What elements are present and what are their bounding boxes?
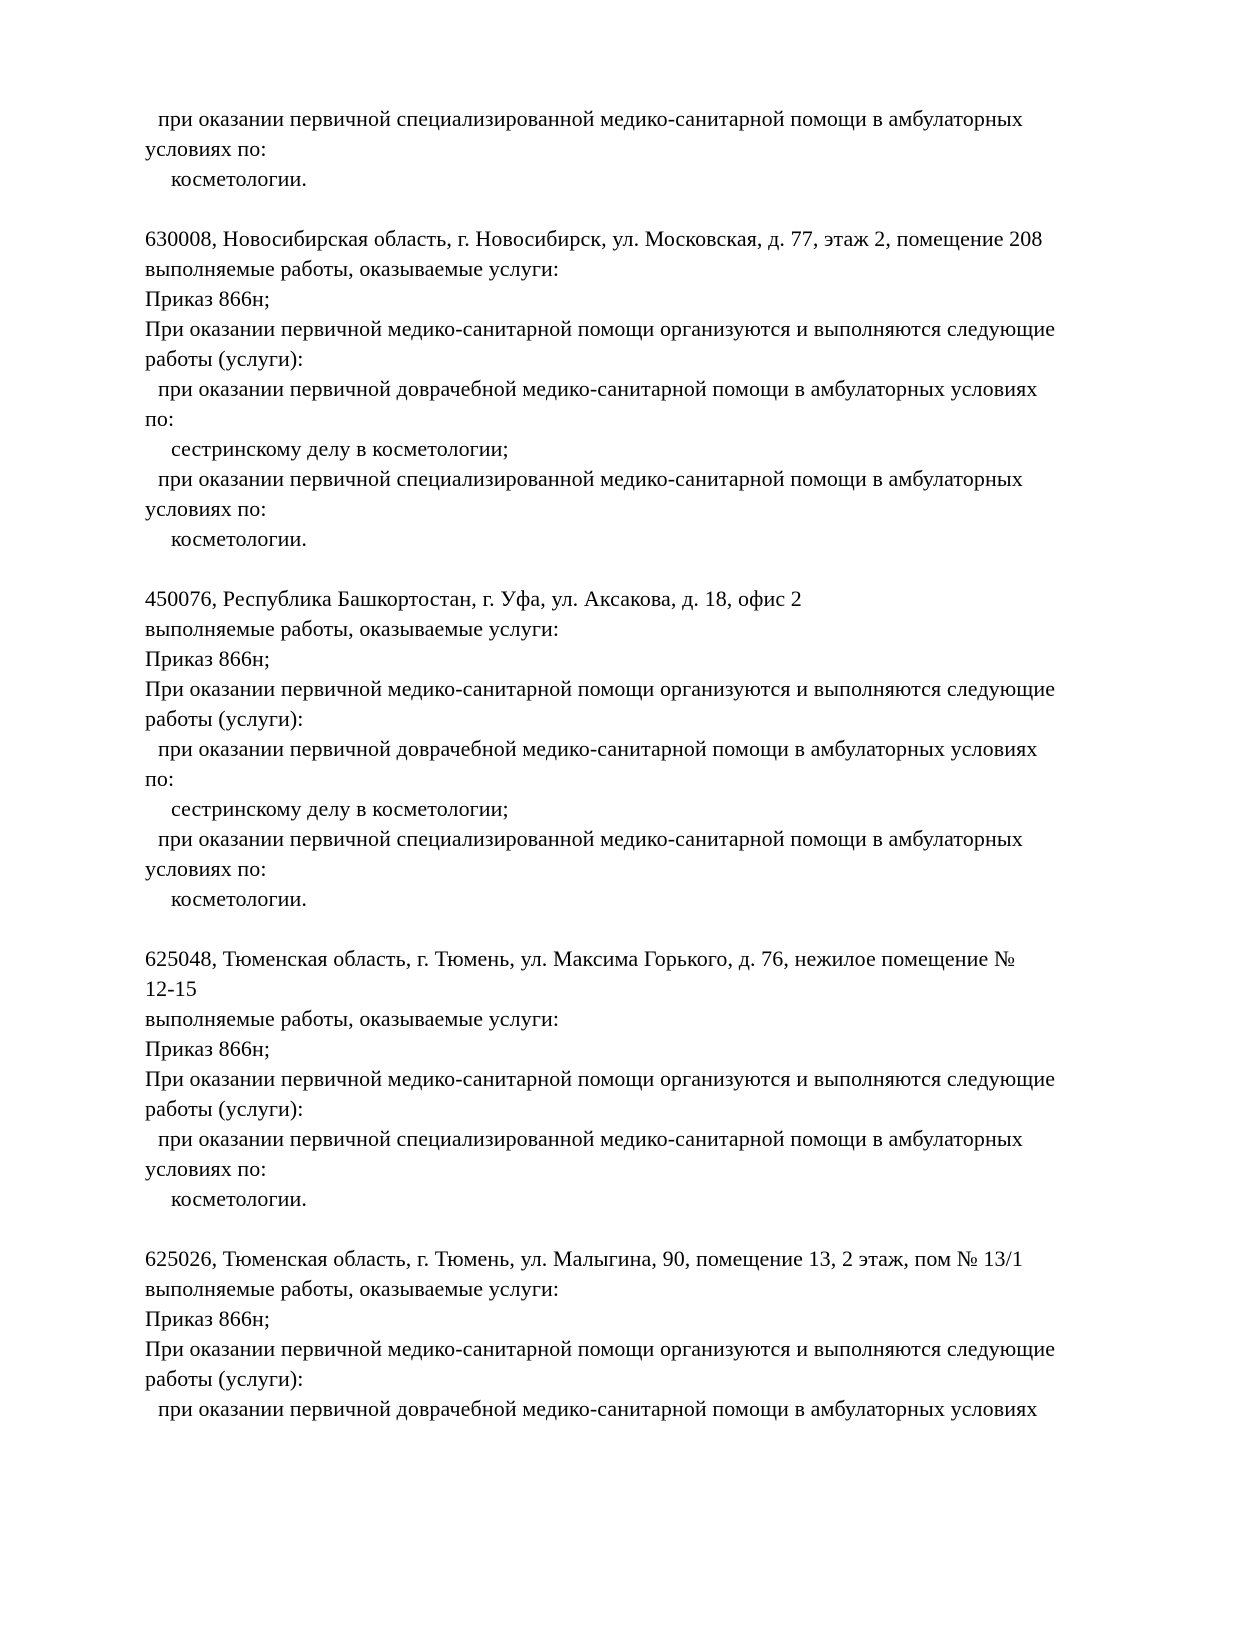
document-line: сестринскому делу в косметологии;	[171, 436, 509, 461]
document-line: 630008, Новосибирская область, г. Новосибирск, ул. Московская, д. 77, этаж 2, помещение 208	[145, 226, 1043, 251]
document-line: 450076, Республика Башкортостан, г. Уфа, ул. Аксакова, д. 18, офис 2	[145, 586, 802, 611]
document-line: при оказании первичной специализированной медико-санитарной помощи в амбулаторных	[158, 826, 1023, 851]
document-line: При оказании первичной медико-санитарной помощи организуются и выполняются следующие	[145, 316, 1056, 341]
document-line: 625048, Тюменская область, г. Тюмень, ул. Максима Горького, д. 76, нежилое помещение №	[145, 946, 1016, 971]
section-address-450076	[145, 584, 1120, 914]
section-continued-services	[145, 104, 1120, 194]
document-line: работы (услуги):	[145, 1096, 304, 1121]
document-line: при оказании первичной доврачебной медико-санитарной помощи в амбулаторных условиях	[158, 376, 1038, 401]
document-line: условиях по:	[145, 856, 267, 881]
document-line: при оказании первичной доврачебной медико-санитарной помощи в амбулаторных условиях	[158, 1396, 1038, 1421]
document-line: выполняемые работы, оказываемые услуги:	[145, 1006, 560, 1031]
document-line: работы (услуги):	[145, 346, 304, 371]
document-line: условиях по:	[145, 1156, 267, 1181]
document-line: выполняемые работы, оказываемые услуги:	[145, 1276, 560, 1301]
document-line: при оказании первичной доврачебной медико-санитарной помощи в амбулаторных условиях	[158, 736, 1038, 761]
document-line: условиях по:	[145, 496, 267, 521]
document-line: При оказании первичной медико-санитарной помощи организуются и выполняются следующие	[145, 1336, 1056, 1361]
document-body	[145, 104, 1120, 1424]
document-line: при оказании первичной специализированной медико-санитарной помощи в амбулаторных	[158, 1126, 1023, 1151]
document-line: Приказ 866н;	[145, 1306, 271, 1331]
document-line: при оказании первичной специализированной медико-санитарной помощи в амбулаторных	[158, 106, 1023, 131]
section-address-630008	[145, 224, 1120, 554]
document-line: косметологии.	[171, 526, 307, 551]
document-line: Приказ 866н;	[145, 646, 271, 671]
document-line: Приказ 866н;	[145, 1036, 271, 1061]
document-line: косметологии.	[171, 166, 307, 191]
document-line: при оказании первичной специализированной медико-санитарной помощи в амбулаторных	[158, 466, 1023, 491]
document-line: косметологии.	[171, 886, 307, 911]
document-line: При оказании первичной медико-санитарной помощи организуются и выполняются следующие	[145, 676, 1056, 701]
document-line: При оказании первичной медико-санитарной помощи организуются и выполняются следующие	[145, 1066, 1056, 1091]
document-line: 12-15	[145, 976, 197, 1001]
document-line: выполняемые работы, оказываемые услуги:	[145, 256, 560, 281]
section-address-625048	[145, 944, 1120, 1214]
document-line: сестринскому делу в косметологии;	[171, 796, 509, 821]
document-line: работы (услуги):	[145, 1366, 304, 1391]
document-line: косметологии.	[171, 1186, 307, 1211]
document-line: выполняемые работы, оказываемые услуги:	[145, 616, 560, 641]
section-address-625026	[145, 1244, 1120, 1424]
document-line: работы (услуги):	[145, 706, 304, 731]
document-line: по:	[145, 766, 175, 791]
document-line: Приказ 866н;	[145, 286, 271, 311]
document-line: по:	[145, 406, 175, 431]
document-line: условиях по:	[145, 136, 267, 161]
document-line: 625026, Тюменская область, г. Тюмень, ул. Малыгина, 90, помещение 13, 2 этаж, пом № 13/1	[145, 1246, 1023, 1271]
